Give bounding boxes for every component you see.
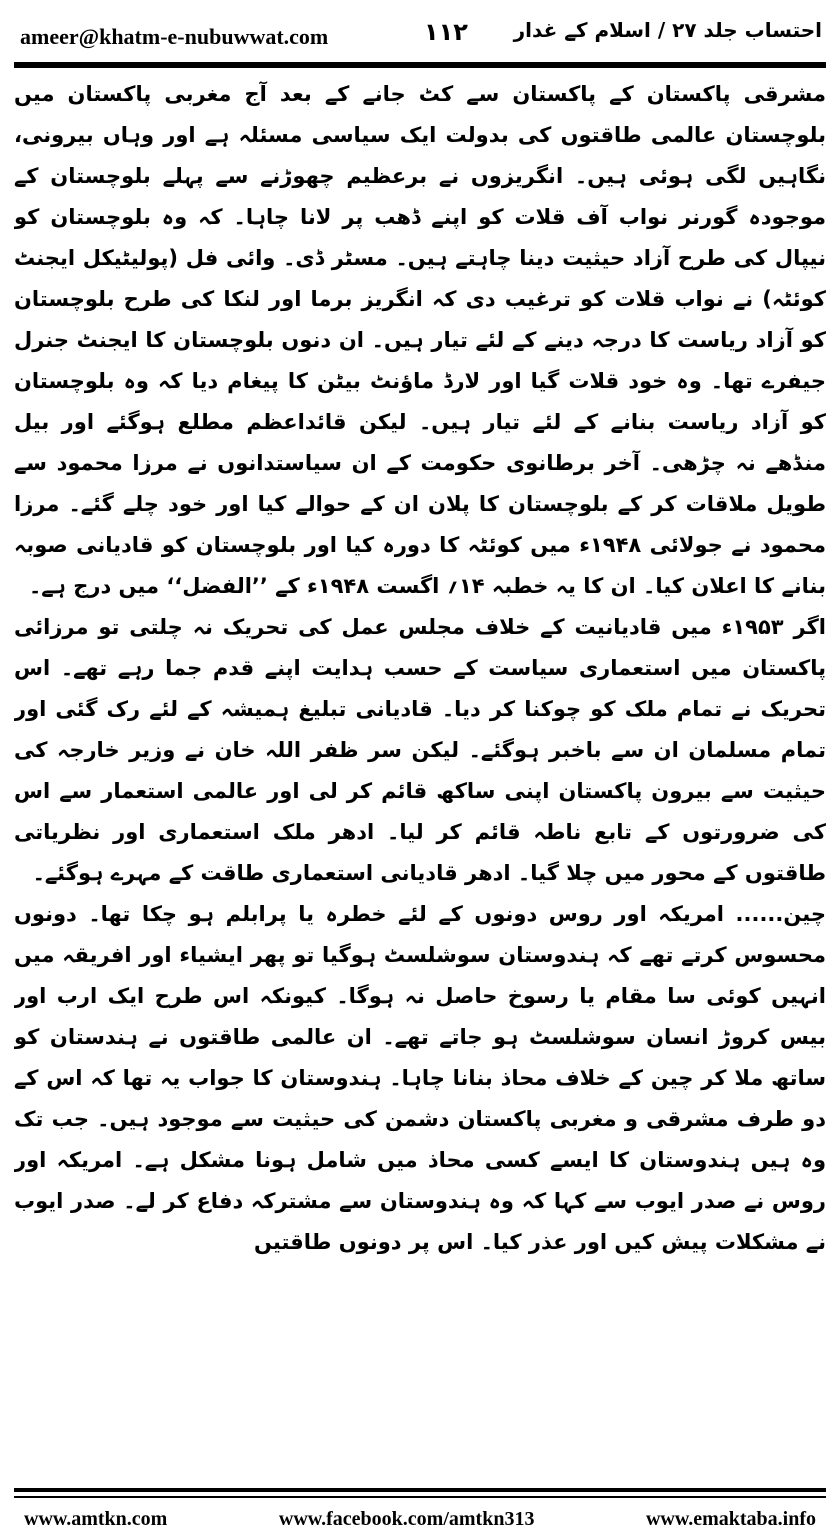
paragraph-1: مشرقی پاکستان کے پاکستان سے کٹ جانے کے بعد آج مغربی پاکستان میں بلوچستان عالمی طاقتوں کی بدولت ایک سیاسی مسئلہ ہے اور وہاں بیرونی، نگاہیں لگی ہوئی ہیں۔ انگریزوں نے برعظیم چھوڑنے سے پہلے بلوچستان کے موجودہ گورنر نواب آف قلات کو اپنے ڈھب پر لانا چاہا۔ کہ وہ بلوچستان کو نیپال کی طرح آزاد حیثیت دینا چاہتے ہیں۔ مسٹر ڈی۔ وائی فل (پولیٹیکل ایجنٹ کوئٹہ) نے نواب قلات کو ترغیب دی کہ انگریز برما اور لنکا کی طرح بلوچستان کو آزاد ریاست کا درجہ دینے کے لئے تیار ہیں۔ ان دنوں بلوچستان کا ایجنٹ جنرل جیفرے تھا۔ وہ خود قلات گیا اور لارڈ ماؤنٹ بیٹن کا پیغام دیا کہ وہ بلوچستان کو آزاد ریاست بنانے کے لئے تیار ہیں۔ لیکن قائداعظم مطلع ہوگئے اور بیل منڈھے نہ چڑھی۔ آخر برطانوی حکومت کے ان سیاستدانوں نے مرزا محمود سے طویل ملاقات کر کے بلوچستان کا پلان ان کے حوالے کیا اور خود چلے گئے۔ مرزا محمود نے جولائی ۱۹۴۸ء میں کوئٹہ کا دورہ کیا اور بلوچستان کو قادیانی صوبہ بنانے کا اعلان کیا۔ ان کا یہ خطبہ ۱۴؍ اگست ۱۹۴۸ء کے ’’الفضل‘‘ میں درج ہے۔: [14, 82, 826, 598]
body-text: [14, 74, 826, 1484]
page-footer: [14, 1502, 826, 1536]
footer-link-emaktaba[interactable]: www.emaktaba.info: [645, 1507, 816, 1530]
footer-link-amtkn[interactable]: www.amtkn.com: [24, 1507, 168, 1530]
footer-link-facebook[interactable]: www.facebook.com/amtkn313: [278, 1507, 535, 1530]
page-number: ۱۱۲: [424, 18, 468, 46]
footer-rule-thick: [14, 1488, 826, 1492]
running-title: احتساب جلد ۲۷ / اسلام کے غدار: [513, 18, 822, 42]
header-email: ameer@khatm-e-nubuwwat.com: [20, 24, 329, 49]
footer-rule-thin: [14, 1496, 826, 1498]
header-rule: [14, 62, 826, 68]
paragraph-2: اگر ۱۹۵۳ء میں قادیانیت کے خلاف مجلس عمل کی تحریک نہ چلتی تو مرزائی پاکستان میں استعماری سیاست کے حسب ہدایت اپنے قدم جما رہے تھے۔ اس تحریک نے تمام ملک کو چوکنا کر دیا۔ قادیانی تبلیغ ہمیشہ کے لئے رک گئی اور تمام مسلمان ان سے باخبر ہوگئے۔ لیکن سر ظفر اللہ خان نے وزیر خارجہ کی حیثیت سے بیرون پاکستان اپنی ساکھ قائم کر لی اور عالمی استعمار سے اس کی ضرورتوں کے تابع ناطہ قائم کر لیا۔ ادھر ملک استعماری اور نظریاتی طاقتوں کے محور میں چلا گیا۔ ادھر قادیانی استعماری طاقت کے مہرے ہوگئے۔: [14, 615, 826, 885]
paragraph-3: چین...... امریکہ اور روس دونوں کے لئے خطرہ یا پرابلم ہو چکا تھا۔ دونوں محسوس کرتے تھے کہ ہندوستان سوشلسٹ ہوگیا تو پھر ایشیاء اور افریقہ میں انہیں کوئی سا مقام یا رسوخ حاصل نہ ہوگا۔ کیونکہ اس طرح ایک ارب اور بیس کروڑ انسان سوشلسٹ ہو جاتے تھے۔ ان عالمی طاقتوں نے ہندستان کو ساتھ ملا کر چین کے خلاف محاذ بنانا چاہا۔ ہندوستان کا جواب یہ تھا کہ اس کے دو طرف مشرقی و مغربی پاکستان دشمن کی حیثیت سے موجود ہیں۔ جب تک وہ ہیں ہندوستان کا ایسے کسی محاذ میں شامل ہونا مشکل ہے۔ امریکہ اور روس نے صدر ایوب سے کہا کہ وہ ہندوستان سے مشترکہ دفاع کر لے۔ صدر ایوب نے مشکلات پیش کیں اور عذر کیا۔ اس پر دونوں طاقتیں: [14, 902, 826, 1254]
page-header: [14, 10, 826, 58]
